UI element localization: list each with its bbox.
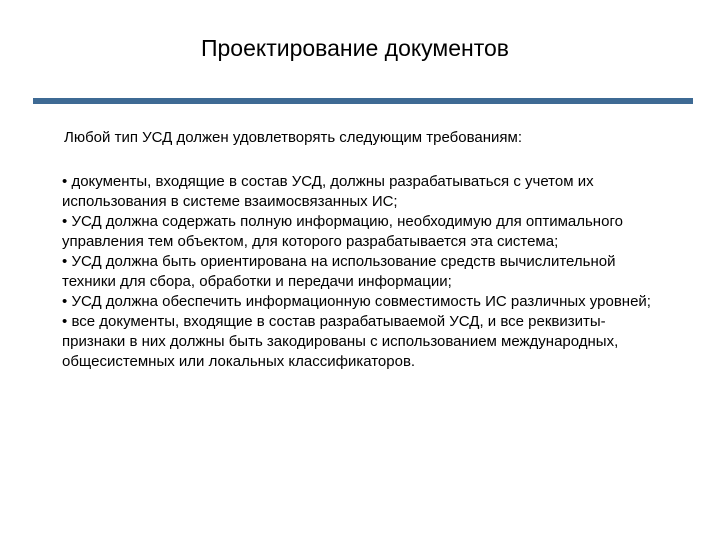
list-item [62, 292, 652, 312]
bullet-icon: • [62, 213, 68, 230]
title-divider [33, 98, 693, 104]
list-item [62, 212, 652, 252]
bullet-icon: • [62, 293, 68, 310]
list-item-text: УСД должна обеспечить информационную совместимость ИС различных уровней; [71, 293, 651, 310]
bullet-icon: • [62, 173, 68, 190]
list-item-text: УСД должна быть ориентирована на использование средств вычислительной техники для сбора, обработки и передачи информации; [62, 253, 616, 290]
bullet-icon: • [62, 313, 68, 330]
list-item-text: УСД должна содержать полную информацию, необходимую для оптимального управления тем объектом, для которого разрабатывается эта система; [62, 213, 623, 250]
intro-text: Любой тип УСД должен удовлетворять следующим требованиям: [64, 129, 522, 146]
list-item [62, 252, 652, 292]
requirements-list [62, 172, 652, 372]
list-item [62, 172, 652, 212]
list-item-text: все документы, входящие в состав разрабатываемой УСД, и все реквизиты-признаки в них должны быть закодированы с использованием международных, общесистемных или локальных классификаторов. [62, 313, 619, 370]
slide-title: Проектирование документов [200, 35, 510, 61]
list-item-text: документы, входящие в состав УСД, должны разрабатываться с учетом их использования в системе взаимосвязанных ИС; [62, 173, 594, 210]
list-item [62, 312, 652, 372]
bullet-icon: • [62, 253, 68, 270]
